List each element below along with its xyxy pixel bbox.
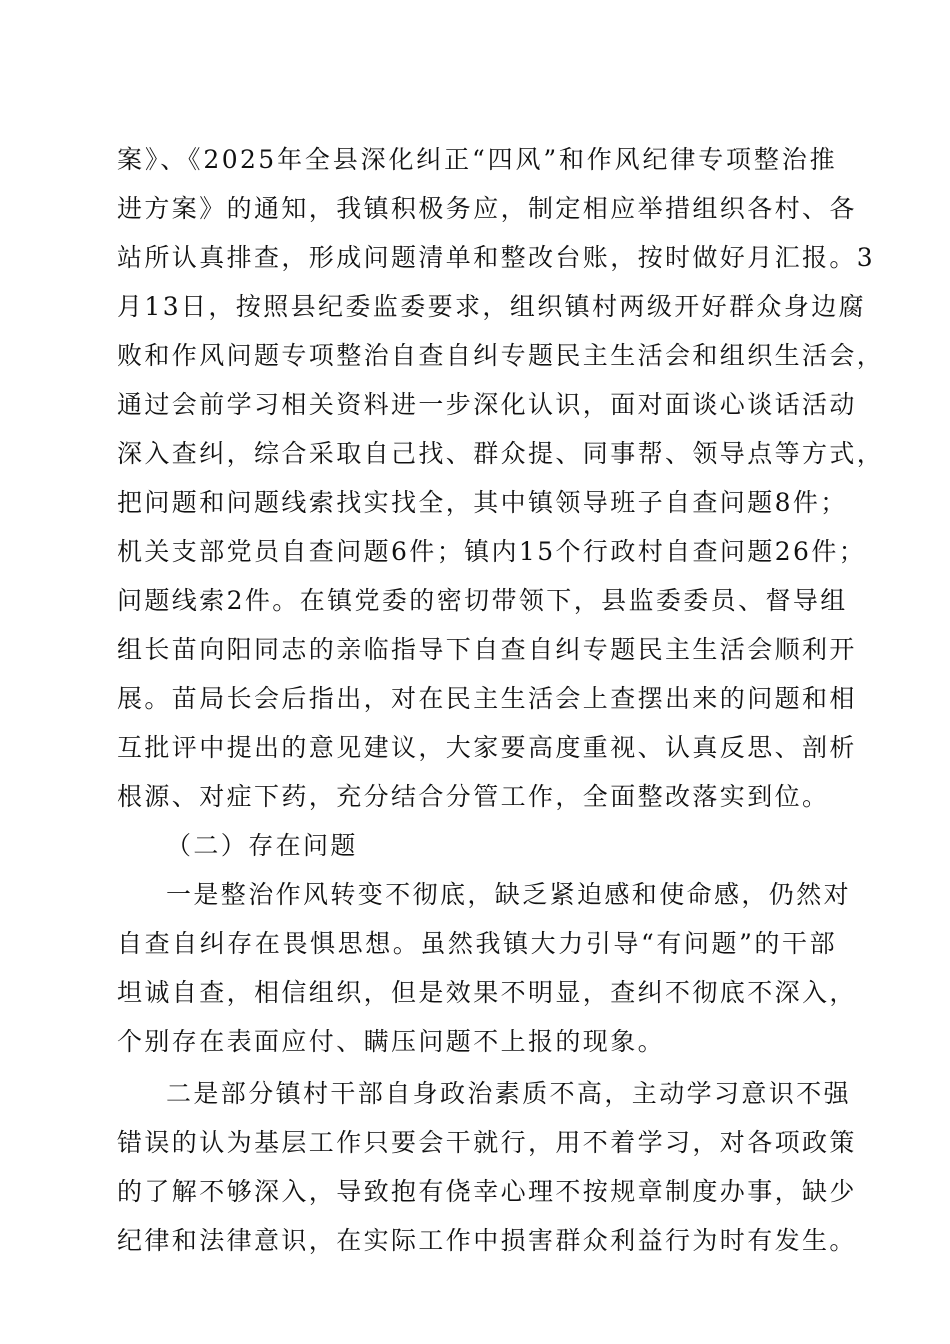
- body-text-line: 互批评中提出的意见建议，大家要高度重视、认真反思、剖析: [117, 733, 857, 762]
- body-text-line: 站所认真排查，形成问题清单和整改台账，按时做好月汇报。3: [117, 243, 876, 272]
- paragraph-line: 个别存在表面应付、瞒压问题不上报的现象。: [117, 1027, 666, 1056]
- body-text-line: 组长苗向阳同志的亲临指导下自查自纠专题民主生活会顺利开: [117, 635, 857, 664]
- paragraph-line: 错误的认为基层工作只要会干就行，用不着学习，对各项政策: [117, 1128, 857, 1157]
- paragraph-line: 自查自纠存在畏惧思想。虽然我镇大力引导“有问题”的干部: [117, 929, 837, 958]
- body-text-line: 问题线索2件。在镇党委的密切带领下，县监委委员、督导组: [117, 586, 848, 615]
- section-heading: （二）存在问题: [166, 831, 358, 860]
- body-text-line: 深入查纠，综合采取自己找、群众提、同事帮、领导点等方式，: [117, 439, 885, 468]
- paragraph-line: 的了解不够深入，导致抱有侥幸心理不按规章制度办事，缺少: [117, 1177, 857, 1206]
- paragraph-line: 二是部分镇村干部自身政治素质不高，主动学习意识不强: [166, 1079, 852, 1108]
- body-text-line: 月13日，按照县纪委监委要求，组织镇村两级开好群众身边腐: [117, 292, 867, 321]
- body-text-line: 机关支部党员自查问题6件；镇内15个行政村自查问题26件；: [117, 537, 867, 566]
- body-text-line: 展。苗局长会后指出，对在民主生活会上查摆出来的问题和相: [117, 684, 857, 713]
- body-text-line: 案》、《2025年全县深化纠正“四风”和作风纪律专项整治推: [117, 145, 837, 174]
- paragraph-line: 一是整治作风转变不彻底，缺乏紧迫感和使命感，仍然对: [166, 880, 852, 909]
- body-text-line: 根源、对症下药，充分结合分管工作，全面整改落实到位。: [117, 782, 830, 811]
- paragraph-line: 纪律和法律意识，在实际工作中损害群众利益行为时有发生。: [117, 1226, 857, 1255]
- body-text-line: 败和作风问题专项整治自查自纠专题民主生活会和组织生活会，: [117, 341, 885, 370]
- body-text-line: 把问题和问题线索找实找全，其中镇领导班子自查问题8件；: [117, 488, 848, 517]
- paragraph-line: 坦诚自查，相信组织，但是效果不明显，查纠不彻底不深入，: [117, 978, 857, 1007]
- body-text-line: 进方案》的通知，我镇积极务应，制定相应举措组织各村、各: [117, 194, 857, 223]
- body-text-line: 通过会前学习相关资料进一步深化认识，面对面谈心谈话活动: [117, 390, 857, 419]
